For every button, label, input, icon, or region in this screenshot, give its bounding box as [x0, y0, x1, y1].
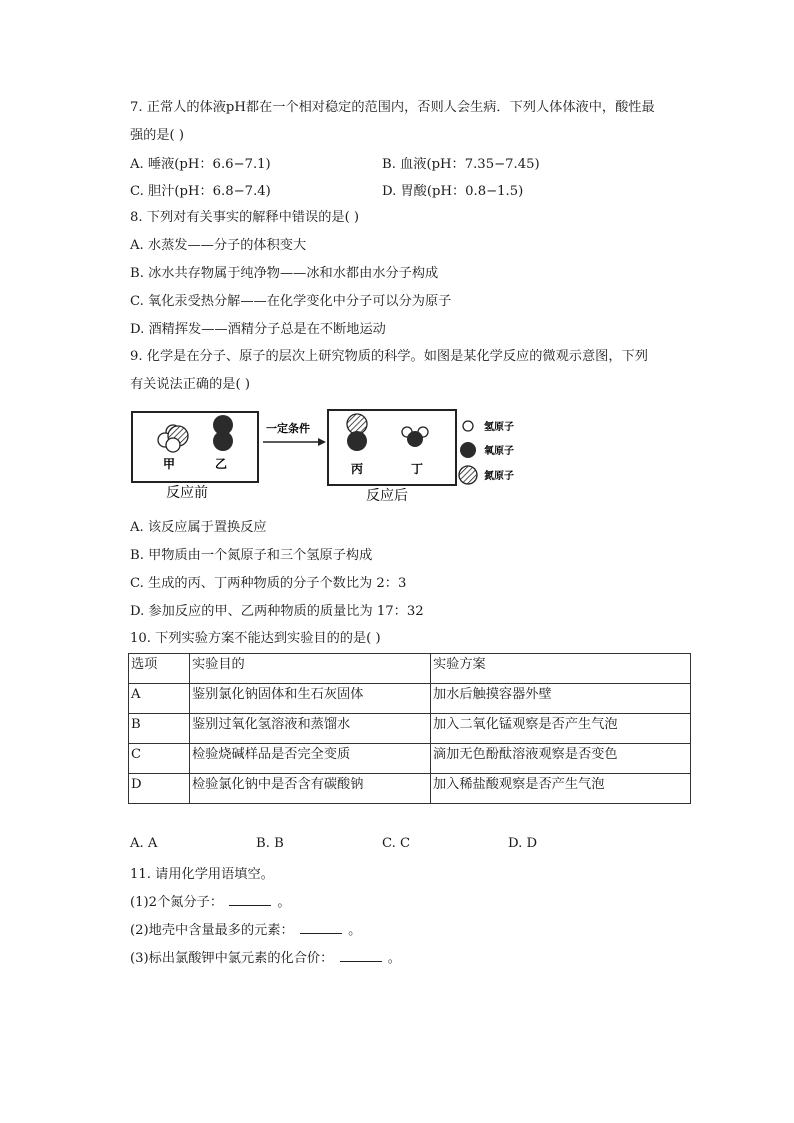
q11-item-3-prefix: (3)标出氯酸钾中氯元素的化合价： — [130, 951, 334, 966]
legend-oxygen: 氧原子 — [484, 446, 514, 457]
molecule-jia — [158, 425, 188, 452]
arrow-label: 一定条件 — [266, 423, 310, 435]
q10-option-b: B. B — [256, 836, 284, 851]
q11-item-3-suffix: 。 — [387, 951, 401, 966]
q10-option-a: A. A — [130, 836, 158, 851]
q9-option-c: C. 生成的丙、丁两种物质的分子个数比为 2：3 — [130, 576, 407, 591]
table-row — [129, 774, 691, 804]
q11-item-3 — [130, 947, 401, 966]
label-bing: 丙 — [351, 462, 364, 476]
q10-option-c: C. C — [382, 836, 411, 851]
q10-stem: 10. 下列实验方案不能达到实验目的的是( ) — [130, 631, 381, 646]
q9-option-a: A. 该反应属于置换反应 — [130, 520, 267, 535]
q11-item-1-suffix: 。 — [277, 895, 291, 910]
experiment-table — [128, 653, 691, 804]
q7-stem-line2: 强的是( ) — [130, 128, 185, 143]
label-before: 反应前 — [166, 486, 208, 501]
molecule-yi — [213, 415, 233, 451]
answer-blank[interactable] — [340, 951, 382, 962]
table-cell: B — [129, 714, 190, 744]
q11-item-2-prefix: (2)地壳中含量最多的元素： — [130, 923, 294, 938]
table-cell: 加入稀盐酸观察是否产生气泡 — [431, 774, 691, 804]
q9-stem-line1: 9. 化学是在分子、原子的层次上研究物质的科学。如图是某化学反应的微观示意图，下列 — [130, 349, 648, 364]
label-yi: 乙 — [215, 457, 228, 471]
table-cell: 检验烧碱样品是否完全变质 — [190, 744, 431, 774]
reaction-diagram — [130, 402, 540, 508]
label-ding: 丁 — [411, 462, 424, 476]
q8-option-b: B. 冰水共存物属于纯净物——冰和水都由水分子构成 — [130, 266, 439, 281]
q9-option-d: D. 参加反应的甲、乙两种物质的质量比为 17：32 — [130, 604, 424, 619]
table-cell: 加入二氧化锰观察是否产生气泡 — [431, 714, 691, 744]
table-cell: 加水后触摸容器外壁 — [431, 684, 691, 714]
table-cell: 鉴别氯化钠固体和生石灰固体 — [190, 684, 431, 714]
table-header-cell: 选项 — [129, 654, 190, 684]
q8-option-d: D. 酒精挥发——酒精分子总是在不断地运动 — [130, 322, 386, 337]
q9-stem-line2: 有关说法正确的是( ) — [130, 377, 250, 392]
table-cell: C — [129, 744, 190, 774]
q11-item-1-prefix: (1)2个氮分子： — [130, 895, 224, 910]
q7-option-b: B. 血液(pH：7.35−7.45) — [382, 157, 540, 172]
legend-nitrogen: 氮原子 — [484, 471, 514, 482]
q11-stem: 11. 请用化学用语填空。 — [130, 867, 274, 882]
answer-blank[interactable] — [229, 895, 271, 906]
before-box — [132, 412, 258, 482]
q10-option-d: D. D — [508, 836, 538, 851]
q8-option-a: A. 水蒸发——分子的体积变大 — [130, 238, 307, 253]
table-header-row — [129, 654, 691, 684]
table-row — [129, 684, 691, 714]
molecule-ding — [402, 427, 428, 447]
q11-item-2 — [130, 919, 361, 938]
q8-option-c: C. 氧化汞受热分解——在化学变化中分子可以分为原子 — [130, 294, 452, 309]
table-row — [129, 714, 691, 744]
table-header-cell: 实验目的 — [190, 654, 431, 684]
table-cell: 鉴别过氧化氢溶液和蒸馏水 — [190, 714, 431, 744]
q11-item-1 — [130, 891, 291, 910]
q7-option-a: A. 唾液(pH：6.6−7.1) — [130, 157, 271, 172]
q7-option-d: D. 胃酸(pH：0.8−1.5) — [382, 184, 524, 199]
table-header-cell: 实验方案 — [431, 654, 691, 684]
q7-stem-line1: 7. 正常人的体液pH都在一个相对稳定的范围内，否则人会生病．下列人体体液中，酸性最 — [130, 100, 655, 115]
legend — [459, 420, 514, 484]
q9-option-b: B. 甲物质由一个氮原子和三个氢原子构成 — [130, 548, 373, 563]
q8-stem: 8. 下列对有关事实的解释中错误的是( ) — [130, 210, 360, 225]
legend-hydrogen: 氢原子 — [484, 422, 514, 433]
table-cell: 检验氯化钠中是否含有碳酸钠 — [190, 774, 431, 804]
table-row — [129, 744, 691, 774]
molecule-bing — [347, 414, 367, 451]
table-cell: 滴加无色酚酞溶液观察是否变色 — [431, 744, 691, 774]
q7-option-c: C. 胆汁(pH：6.8−7.4) — [130, 184, 271, 199]
label-jia: 甲 — [163, 457, 176, 471]
label-after: 反应后 — [366, 489, 408, 504]
table-cell: D — [129, 774, 190, 804]
answer-blank[interactable] — [300, 923, 342, 934]
q11-item-2-suffix: 。 — [348, 923, 362, 938]
table-cell: A — [129, 684, 190, 714]
